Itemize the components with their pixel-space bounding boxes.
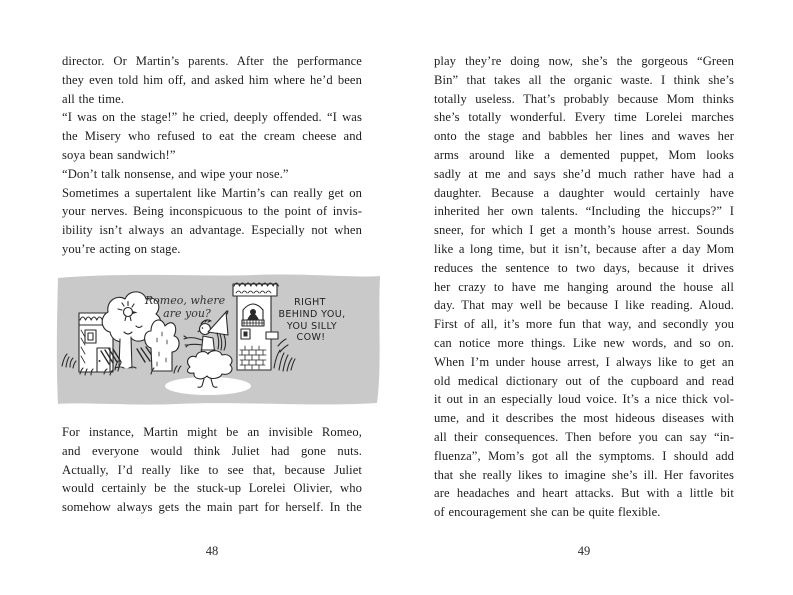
text-line: they even told him off, and asked him where he’d been (62, 72, 362, 87)
text-line: ume, and it describes the most hideous diseases with (434, 411, 734, 426)
text-line: “Don’t talk nonsense, and wipe your nose.” (62, 166, 289, 181)
text-line: somehow always gets the main part for herself. In the (62, 500, 362, 515)
text-line: Sometimes a supertalent like Martin’s can really get on (62, 185, 362, 200)
text-line: onto the stage and babbles her lines and waves her (434, 129, 734, 144)
text-line: that she really likes to imagine she’s ill. Her favorites (434, 467, 734, 482)
text-line: would certainly be the stuck-up Lorelei Olivier, who (62, 481, 362, 496)
text-line: sneer, for which I get a month’s house arrest. Sounds (434, 223, 734, 238)
left-page-text-top (62, 52, 362, 259)
paragraph (434, 52, 734, 522)
text-line: are headaches and heart attacks. But with a little bit (434, 486, 734, 501)
script-speech-line-1: Romeo, where (144, 294, 226, 307)
text-line: all their consequences. Then before you can say “in- (434, 429, 734, 444)
text-line: your nerves. Being inconspicuous to the point of invis- (62, 204, 362, 219)
text-line: director. Or Martin’s parents. After the performance (62, 54, 362, 68)
text-line: For instance, Martin might be an invisible Romeo, (62, 425, 362, 439)
text-line: “I was on the stage!” he cried, deeply offended. “I was (62, 110, 362, 125)
text-line: First of all, it’s more fun that way, and secondly you (434, 317, 734, 332)
balcony-window (242, 304, 264, 326)
text-line: all the time. (62, 91, 125, 106)
page-number-left: 48 (205, 544, 219, 558)
caps-speech-line-1: RIGHT (294, 297, 326, 308)
text-line: When I’m under house arrest, I always like to get an (434, 354, 734, 369)
paragraph (62, 52, 362, 108)
text-line: ibility isn’t always an advantage. Especially not when (62, 223, 362, 238)
loose-brick (266, 332, 278, 339)
text-line: arms around like a demented puppet, Mom looks (434, 147, 734, 162)
page-number-right: 49 (577, 544, 591, 558)
text-line: Actually, I’d really like to see that, because Juliet (62, 462, 362, 477)
text-line: fluenza”, Mom’s got all the symptoms. I should add (434, 448, 734, 463)
small-window (241, 329, 250, 339)
script-speech-line-2: are you? (163, 307, 211, 320)
text-line: she’s totally wonderful. Every time Lorelei marches (434, 110, 734, 125)
text-line: Bin” that takes all the organic waste. I think she’s (434, 72, 734, 87)
caps-speech-line-3: YOU SILLY (286, 321, 338, 332)
text-line: soya bean sandwich!” (62, 147, 176, 162)
paragraph (62, 184, 362, 259)
caps-speech-line-4: COW! (296, 332, 326, 343)
cartoon-svg (54, 268, 384, 408)
paragraph (62, 165, 362, 184)
text-line: sadly at me and says she’d much rather have had a (434, 166, 734, 181)
text-line: the Misery who refused to eat the cream cheese and (62, 129, 362, 144)
left-page-text-bottom (62, 423, 362, 517)
text-line: old medical dictionary out of the cupboard and read (434, 373, 734, 388)
cartoon-illustration (54, 268, 384, 408)
paragraph (62, 423, 362, 517)
text-line: and everyone would think Juliet had gone nuts. (62, 443, 362, 458)
right-page-text (434, 52, 734, 522)
text-line: totally useless. That’s probably because Mom thinks (434, 91, 734, 106)
text-line: her crazy to have me hanging around the house all (434, 279, 734, 294)
text-line: like a long time, but it isn’t, because after a day Mom (434, 241, 734, 256)
caps-speech-line-2: BEHIND YOU, (278, 309, 346, 320)
text-line: day. That may well be because I like reading. Aloud. (434, 298, 734, 313)
paragraph (62, 108, 362, 164)
text-line: of encouragement she can be quite flexible. (434, 505, 661, 520)
text-line: inherited her own talents. “Including the hiccups?” I (434, 204, 734, 219)
text-line: you’re acting on stage. (62, 241, 181, 256)
text-line: reduces the sentence to two days, because it drives (434, 260, 734, 275)
text-line: play they’re doing now, she’s the gorgeous “Green (434, 54, 734, 68)
girl-face (200, 324, 211, 335)
text-line: it out in an especially loud voice. It’s a nice thick vol- (434, 392, 734, 407)
spotlight (165, 377, 251, 395)
text-line: daughter. Because a daughter would certainly have (434, 185, 734, 200)
text-line: can notice more things. Like new words, and so on. (434, 335, 734, 350)
